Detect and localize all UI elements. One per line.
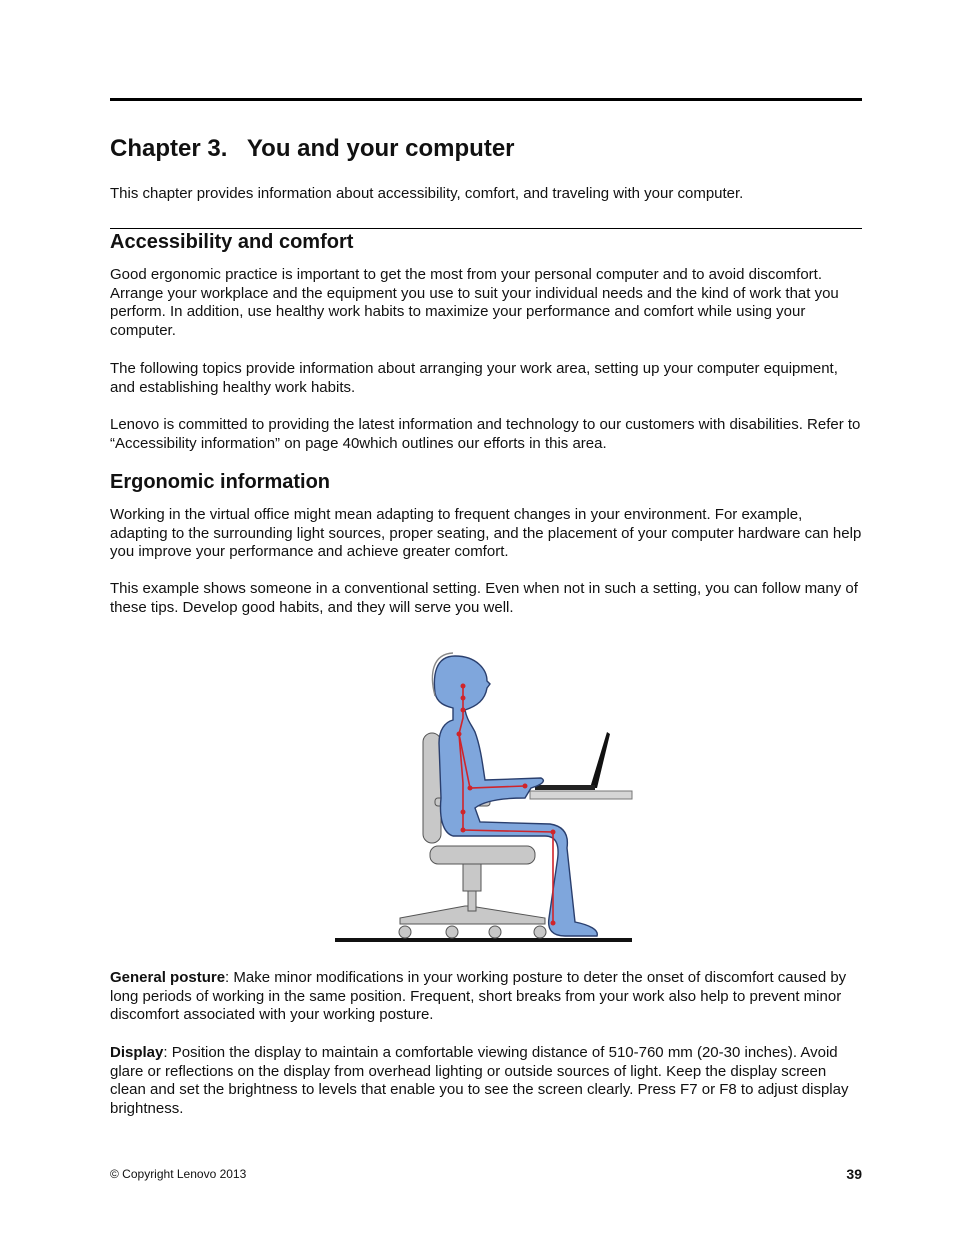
floor-line xyxy=(335,938,632,942)
general-posture-term: General posture xyxy=(110,969,226,986)
accessibility-paragraph-1: Good ergonomic practice is important to get the most from your personal computer and to avoid discomfort. Arrange your workplace and the equipment you use to suit your individual needs and the kind of work that you perform. In addition, use healthy work habits to maximize your performance and comfort while using your computer. xyxy=(110,266,839,339)
ergonomic-paragraph-1: Working in the virtual office might mean adapting to frequent changes in your environment. For example, adapting to the surrounding light sources, proper seating, and the placement of your computer hardware can help you improve your performance and achieve greater comfort. xyxy=(110,506,862,561)
laptop-base xyxy=(535,785,595,790)
chair-wheel xyxy=(446,926,458,938)
display-paragraph xyxy=(110,1044,862,1118)
joint-marker xyxy=(461,708,466,713)
seated-posture-illustration xyxy=(335,648,635,948)
accessibility-paragraph-2: The following topics provide information about arranging your work area, setting up your computer equipment, and establishing healthy work habits. xyxy=(110,360,838,396)
general-posture-paragraph xyxy=(110,969,862,1025)
chapter-intro: This chapter provides information about accessibility, comfort, and traveling with your computer. xyxy=(110,185,744,202)
chapter-title: Chapter 3. You and your computer xyxy=(110,135,515,162)
accessibility-heading: Accessibility and comfort xyxy=(110,231,354,253)
general-posture-text: : Make minor modifications in your working posture to deter the onset of discomfort caused by long periods of working in the same position. Frequent, short breaks from your work also help to prevent minor discomfort associated with your working posture. xyxy=(110,969,847,1024)
display-term: Display xyxy=(110,1044,164,1061)
joint-marker xyxy=(551,921,556,926)
chapter-top-rule xyxy=(110,98,862,101)
joint-marker xyxy=(551,830,556,835)
chair-seat xyxy=(430,846,535,864)
joint-marker xyxy=(461,810,466,815)
desk-surface xyxy=(530,791,632,799)
section-rule xyxy=(110,228,862,229)
joint-marker xyxy=(523,784,528,789)
chair-wheel xyxy=(534,926,546,938)
chair-back xyxy=(423,733,441,843)
joint-marker xyxy=(461,828,466,833)
ergonomic-paragraph-2: This example shows someone in a conventional setting. Even when not in such a setting, you can follow many of these tips. Develop good habits, and they will serve you well. xyxy=(110,580,858,616)
joint-marker xyxy=(468,786,473,791)
copyright-footer: © Copyright Lenovo 2013 xyxy=(110,1167,247,1181)
chair-wheel xyxy=(489,926,501,938)
joint-marker xyxy=(457,732,462,737)
chair-wheel xyxy=(399,926,411,938)
accessibility-paragraph-3: Lenovo is committed to providing the latest information and technology to our customers with disabilities. Refer to “Accessibility information” on page 40which outlines our efforts in this area. xyxy=(110,416,861,452)
ergonomic-heading: Ergonomic information xyxy=(110,471,330,493)
laptop-screen xyxy=(590,732,610,788)
page-number: 39 xyxy=(846,1166,862,1182)
chair-post xyxy=(463,863,481,891)
joint-marker xyxy=(461,684,466,689)
joint-marker xyxy=(461,696,466,701)
display-text: : Position the display to maintain a comfortable viewing distance of 510-760 mm (20-30 inches). Avoid glare or reflections on the display from overhead lighting or outside sources of light. Keep the display screen clean and set the brightness to levels that enable you to see the screen clearly. Press F7 or F8 to adjust display brightness. xyxy=(110,1044,849,1117)
chair-stem xyxy=(468,891,476,911)
